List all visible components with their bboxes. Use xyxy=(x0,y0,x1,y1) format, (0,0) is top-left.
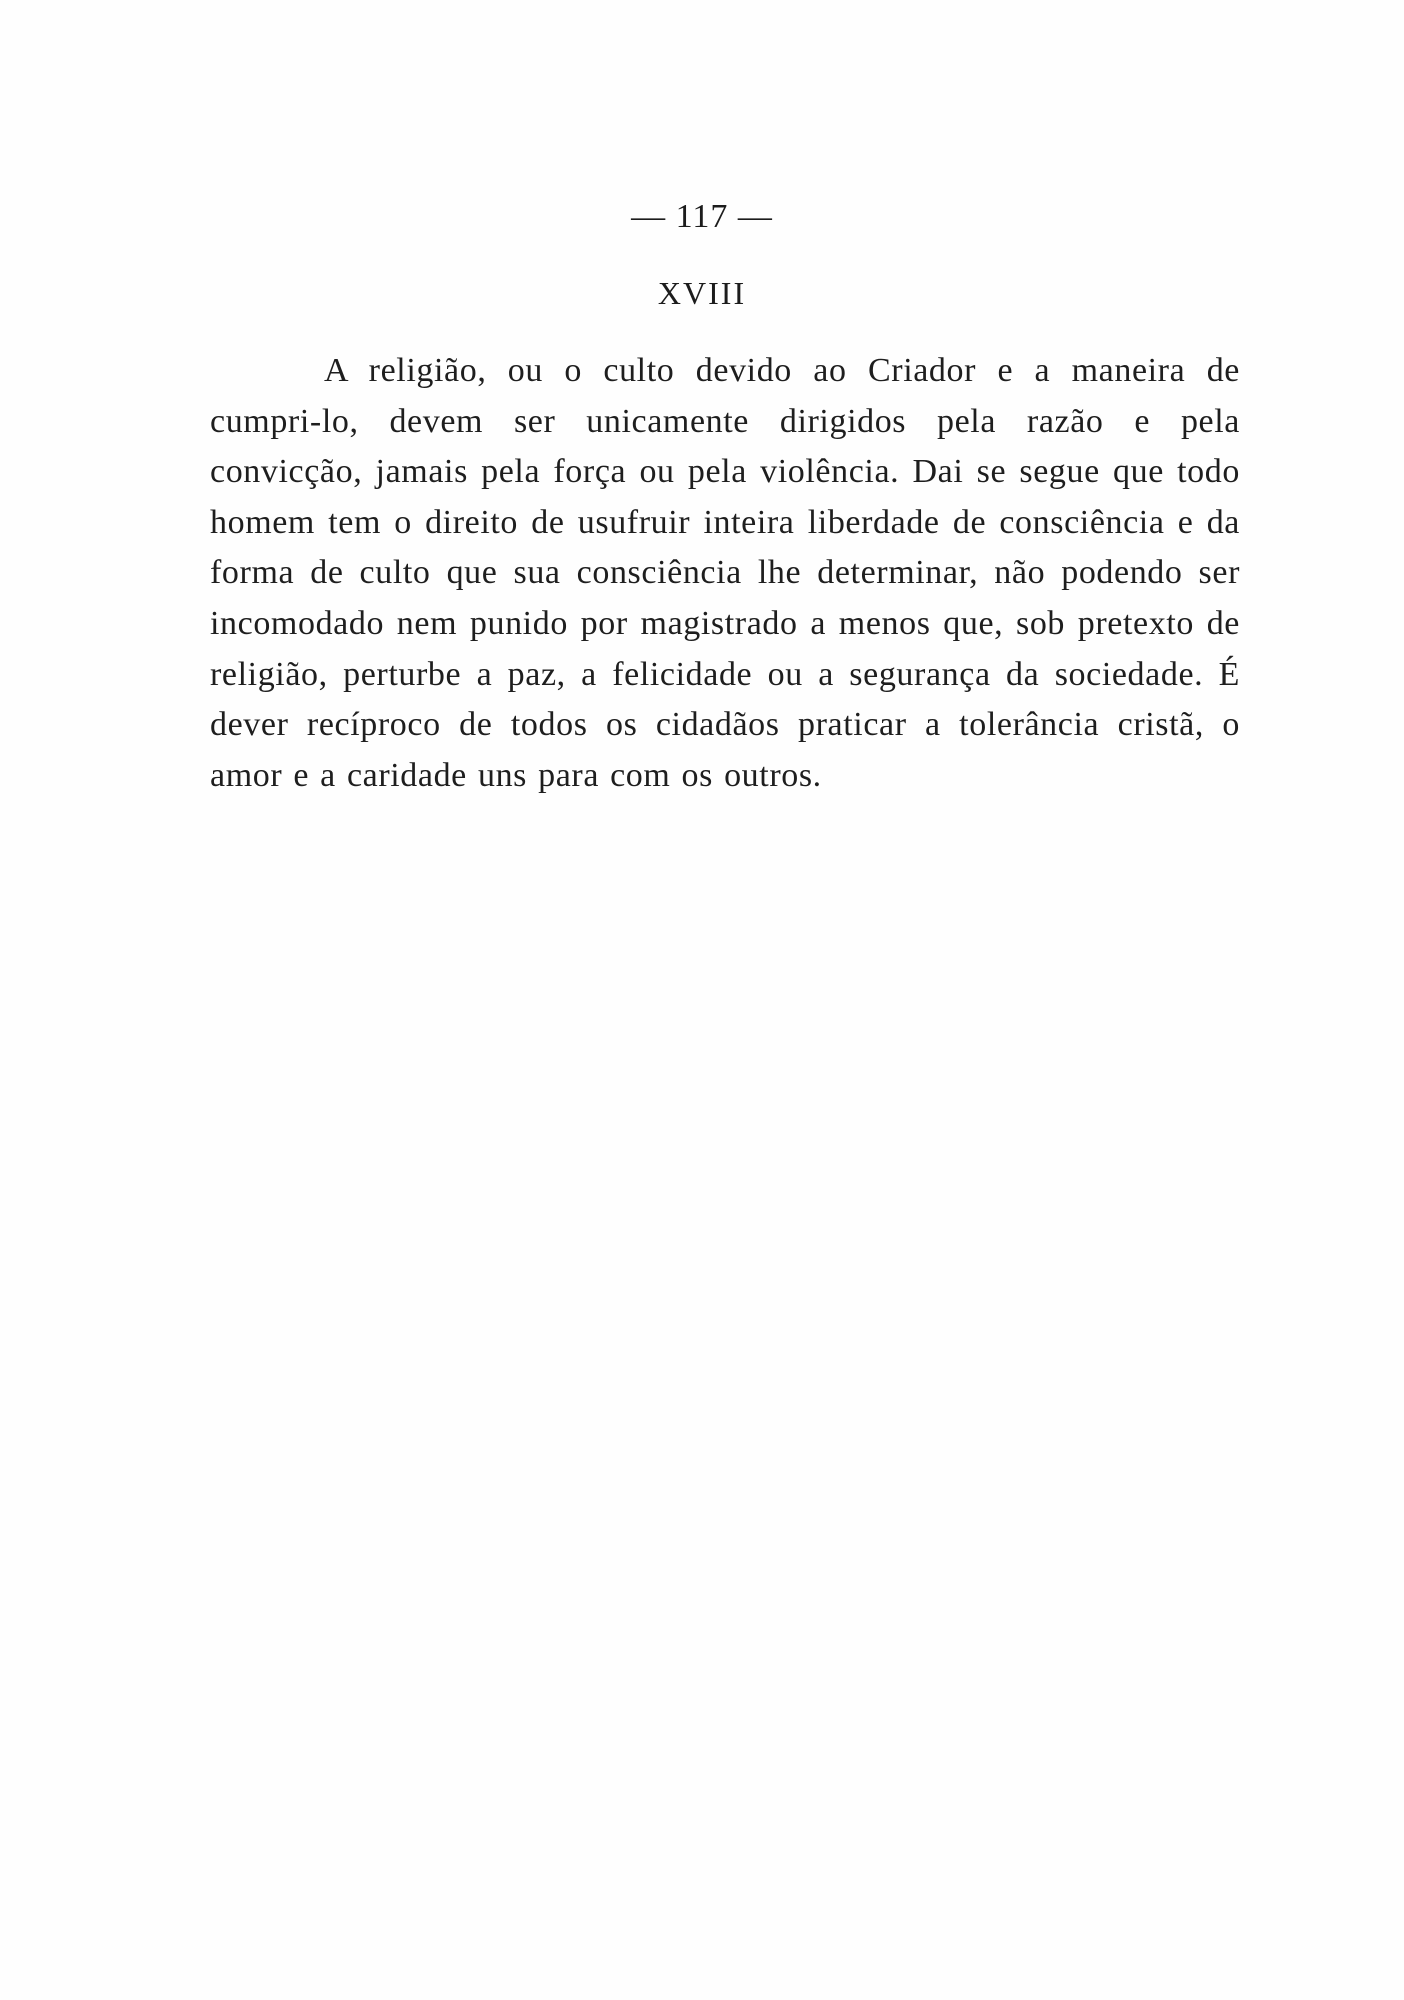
section-title: XVIII xyxy=(657,275,747,311)
page-number: — 117 — xyxy=(631,198,773,235)
body-paragraph: A religião, ou o culto devido ao Criador e a maneira de cumpri-lo, devem ser unicamente dirigidos pela razão e pela convicção, jamais pela força ou pela violência. Dai se segue que todo homem tem o direito de usufruir inteira liberdade de consciência e da forma de culto que sua consciência lhe determinar, não podendo ser incomodado nem punido por magistrado a menos que, sob pretexto de religião, perturbe a paz, a felicidade ou a segurança da sociedade. É dever recíproco de todos os cidadãos praticar a tolerância cristã, o amor e a caridade uns para com os outros. xyxy=(210,352,1240,794)
